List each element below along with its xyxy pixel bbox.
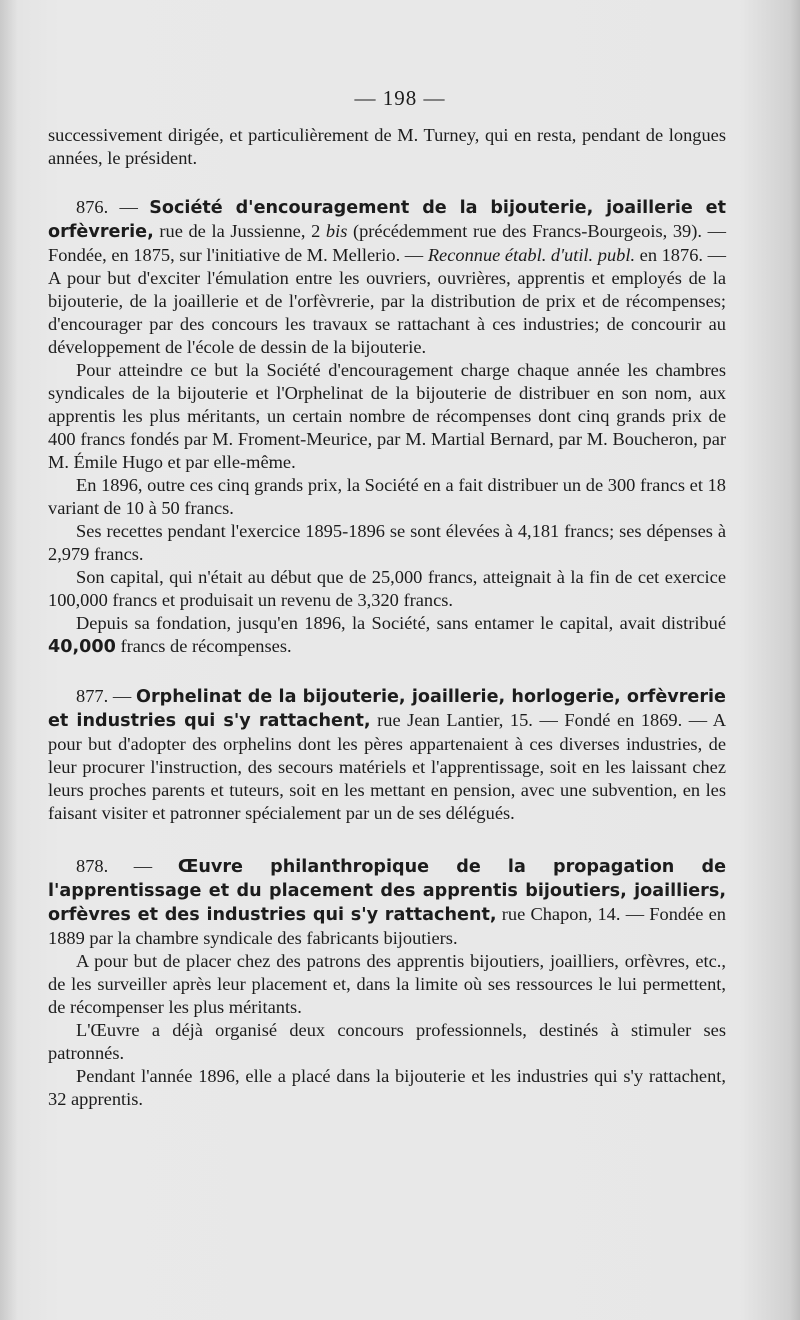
entry-878 (48, 855, 726, 950)
entry-876-bis: bis (325, 221, 348, 241)
entry-876-number: 876. — (76, 197, 138, 217)
entry-876-paragraph-6-start: Depuis sa fondation, jusqu'en 1896, la Société, sans entamer le capital, avait distribué (76, 613, 726, 633)
entry-876-amount: 40,000 (48, 637, 116, 657)
continuation-paragraph: successivement dirigée, et particulièrement de M. Turney, qui en resta, pendant de longues années, le président. (48, 125, 726, 168)
entry-876-paragraph-6-end: francs de récompenses. (120, 636, 292, 656)
entry-876-paragraph-6 (48, 612, 726, 659)
entry-876-text-1: rue de la Jussienne, 2 (159, 221, 321, 241)
entry-876-text-2: (précédemment rue des Francs-Bourgeois, 39). — Fondée, en 1875, sur l'initiative de M. Mellerio. — (48, 221, 726, 265)
entry-876 (48, 196, 726, 359)
entry-876-paragraph-4: Ses recettes pendant l'exercice 1895-1896 se sont élevées à 4,181 francs; ses dépenses à 2,979 francs. (48, 521, 726, 564)
entry-878-paragraph-4: Pendant l'année 1896, elle a placé dans la bijouterie et les industries qui s'y rattachent, 32 apprentis. (48, 1066, 726, 1109)
entry-876-paragraph-3: En 1896, outre ces cinq grands prix, la Société en a fait distribuer un de 300 francs et 18 variant de 10 à 50 francs. (48, 475, 726, 518)
entry-876-text-3: en 1876. — A pour but d'exciter l'émulation entre les ouvriers, ouvrières, apprentis et employés de la bijouterie, de la joaillerie et de l'orfèvrerie, par la distribution de prix et de récompenses; d'encourager par des concours les travaux se rattachant à ces industries; de concourir au développement de l'école de dessin de la bijouterie. (48, 245, 726, 357)
entry-878-text: rue Chapon, 14. — Fondée en 1889 par la chambre syndicale des fabricants bijoutiers. (48, 904, 726, 948)
entry-878-paragraph-2: A pour but de placer chez des patrons des apprentis bijoutiers, joailliers, orfèvres, etc., de les surveiller après leur placement et, dans la limite où ses ressources le lui permettent, de récompenser les plus méritants. (48, 951, 726, 1017)
entry-878-number: 878. — (76, 856, 153, 876)
page-content (48, 124, 726, 1111)
entry-877 (48, 685, 726, 825)
entry-877-text: rue Jean Lantier, 15. — Fondé en 1869. — A pour but d'adopter des orphelins dont les pères appartenaient à ces diverses industries, de leur procurer l'instruction, des secours matériels et l'apprentissage, soit en les laissant chez leurs proches parents et tuteurs, soit en les mettant en pension, avec une subvention, en les faisant visiter et patronner spécialement par un de ses délégués. (48, 710, 726, 823)
entry-876-recognition: Reconnue établ. d'util. publ. (427, 245, 636, 265)
entry-877-title: Orphelinat de la bijouterie, joaillerie, horlogerie, orfèvrerie et industries qui s'y rattachent, (48, 687, 726, 731)
entry-876-paragraph-5: Son capital, qui n'était au début que de 25,000 francs, atteignait à la fin de cet exercice 100,000 francs et produisait un revenu de 3,320 francs. (48, 567, 726, 610)
page-number: — 198 — (354, 86, 446, 110)
entry-876-title: Société d'encouragement de la bijouterie, joaillerie et orfèvrerie, (48, 198, 726, 242)
entry-878-paragraph-3: L'Œuvre a déjà organisé deux concours professionnels, destinés à stimuler ses patronnés. (48, 1020, 726, 1063)
entry-876-paragraph-2: Pour atteindre ce but la Société d'encouragement charge chaque année les chambres syndicales de la bijouterie et l'Orphelinat de la bijouterie de distribuer en son nom, aux apprentis les plus méritants, un certain nombre de récompenses dont cinq grands prix de 400 francs fondés par M. Froment-Meurice, par M. Martial Bernard, par M. Boucheron, par M. Émile Hugo et par elle-même. (48, 360, 726, 472)
entry-878-title: Œuvre philanthropique de la propagation de l'apprentissage et du placement des apprentis bijoutiers, joailliers, orfèvres et des industries qui s'y rattachent, (48, 857, 727, 925)
entry-877-number: 877. — (76, 686, 132, 706)
